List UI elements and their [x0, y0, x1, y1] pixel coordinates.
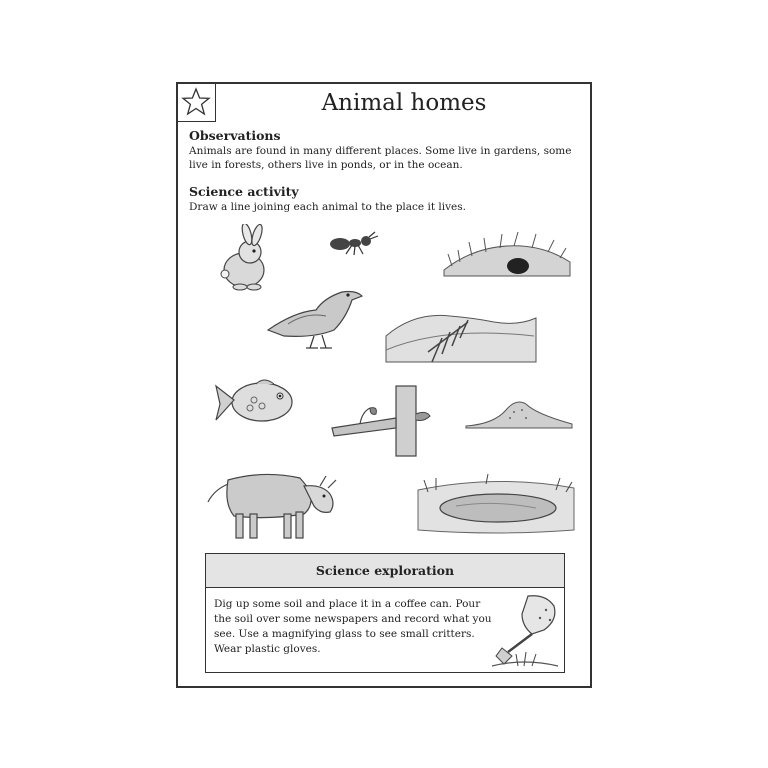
tree-branch-illustration[interactable] [330, 384, 440, 458]
exploration-text: Dig up some soil and place it in a coffee can. Pour the soil over some newspapers and record what you see. Use a magnifying glass to see small critters. Wear plastic gloves. [214, 598, 492, 655]
star-icon [181, 87, 211, 117]
worksheet-page [176, 82, 592, 688]
activity-heading: Science activity [189, 184, 299, 199]
page-title: Animal homes [321, 90, 487, 116]
burrow-illustration[interactable] [442, 226, 572, 282]
field-illustration[interactable] [384, 306, 538, 364]
activity-instructions: Draw a line joining each animal to the place it lives. [189, 201, 466, 213]
fish-illustration[interactable] [214, 376, 298, 428]
star-badge [178, 84, 216, 122]
science-exploration-box [205, 553, 565, 673]
exploration-heading: Science exploration [206, 554, 564, 588]
digging-glove-illustration [488, 590, 560, 670]
observations-text: Animals are found in many different places. Some live in gardens, some live in forests, others live in ponds, or in the ocean. [189, 145, 572, 171]
ant-illustration[interactable] [328, 230, 384, 256]
cow-illustration[interactable] [204, 460, 344, 542]
pond-illustration[interactable] [416, 470, 576, 536]
anthill-illustration[interactable] [464, 396, 576, 430]
bird-illustration[interactable] [264, 278, 364, 350]
observations-heading: Observations [189, 128, 281, 143]
